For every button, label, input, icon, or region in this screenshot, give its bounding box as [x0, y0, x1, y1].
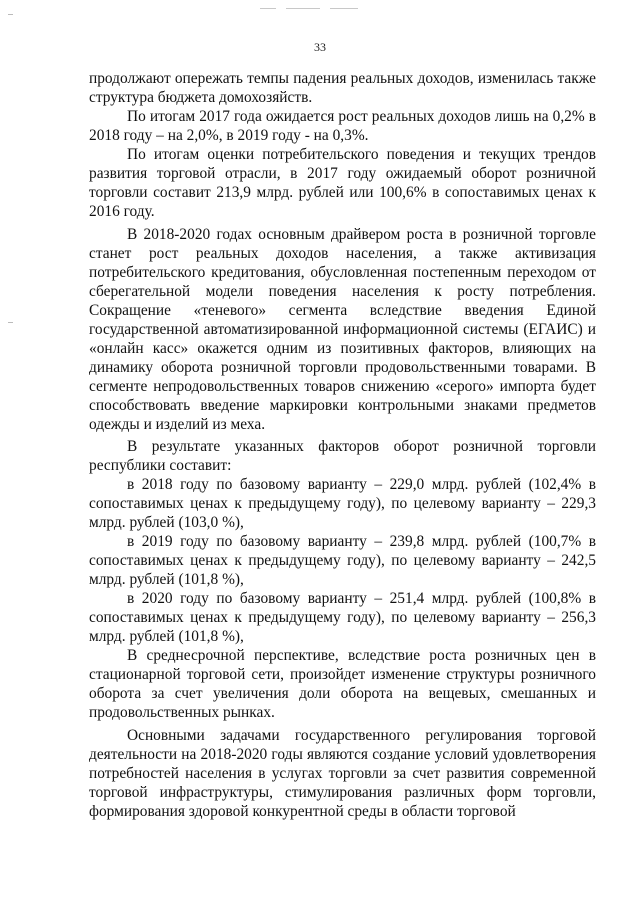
page-number: 33 — [314, 40, 326, 54]
body-text — [89, 69, 596, 821]
scan-artifact — [330, 8, 358, 9]
scan-artifact — [260, 8, 276, 9]
paragraph-regulation-tasks: Основными задачами государственного регулирования торговой деятельности на 2018-2020 годы являются создание условий удовлетворения потребностей населения в услугах торговли за счет развития современной торговой инфраструктуры, стимулирования различных форм торговли, формирования здоровой конкурентной среды в области торговой — [89, 726, 596, 820]
list-item-2020: в 2020 году по базовому варианту – 251,4 млрд. рублей (100,8% в сопоставимых ценах к предыдущему году), по целевому варианту – 256,3 млрд. рублей (101,8 %), — [89, 590, 596, 645]
paragraph-turnover-2017: По итогам оценки потребительского поведения и текущих трендов развития торговой отрасли, в 2017 году ожидаемый оборот розничной торговли составит 213,9 млрд. рублей или 100,6% в сопоставимых ценах к 2016 году. — [89, 146, 596, 220]
scan-artifact — [8, 14, 13, 15]
paragraph-medium-term: В среднесрочной перспективе, вследствие роста розничных цен в стационарной торговой сети, произойдет изменение структуры розничного оборота за счет увеличения доли оборота на вещевых, смешанных и продовольственных рынках. — [89, 647, 596, 721]
paragraph-income-forecast: По итогам 2017 года ожидается рост реальных доходов лишь на 0,2% в 2018 году – на 2,0%, в 2019 году - на 0,3%. — [89, 108, 596, 144]
list-item-2018: в 2018 году по базовому варианту – 229,0 млрд. рублей (102,4% в сопоставимых ценах к предыдущему году), по целевому варианту – 229,3 млрд. рублей (103,0 %), — [89, 476, 596, 531]
scan-artifact — [8, 322, 13, 323]
paragraph-continuation: продолжают опережать темпы падения реальных доходов, изменилась также структура бюджета домохозяйств. — [89, 70, 596, 106]
scan-artifact — [286, 8, 320, 9]
paragraph-growth-drivers: В 2018-2020 годах основным драйвером роста в розничной торговле станет рост реальных доходов населения, а также активизация потребительского кредитования, обусловленная постепенным переходом от сберегательной модели поведения населения к росту потребления. Сокращение «теневого» сегмента вследствие введения Единой государственной автоматизированной информационной системы (ЕГАИС) и «онлайн касс» окажется одним из позитивных факторов, влияющих на динамику оборота розничной торговли продовольственными товарами. В сегменте непродовольственных товаров снижению «серого» импорта будет способствовать введение маркировки контрольными знаками предметов одежды и изделий из меха. — [89, 225, 596, 433]
list-item-2019: в 2019 году по базовому варианту – 239,8 млрд. рублей (100,7% в сопоставимых ценах к предыдущему году), по целевому варианту – 242,5 млрд. рублей (101,8 %), — [89, 533, 596, 588]
paragraph-result-intro: В результате указанных факторов оборот розничной торговли республики составит: — [89, 438, 596, 474]
